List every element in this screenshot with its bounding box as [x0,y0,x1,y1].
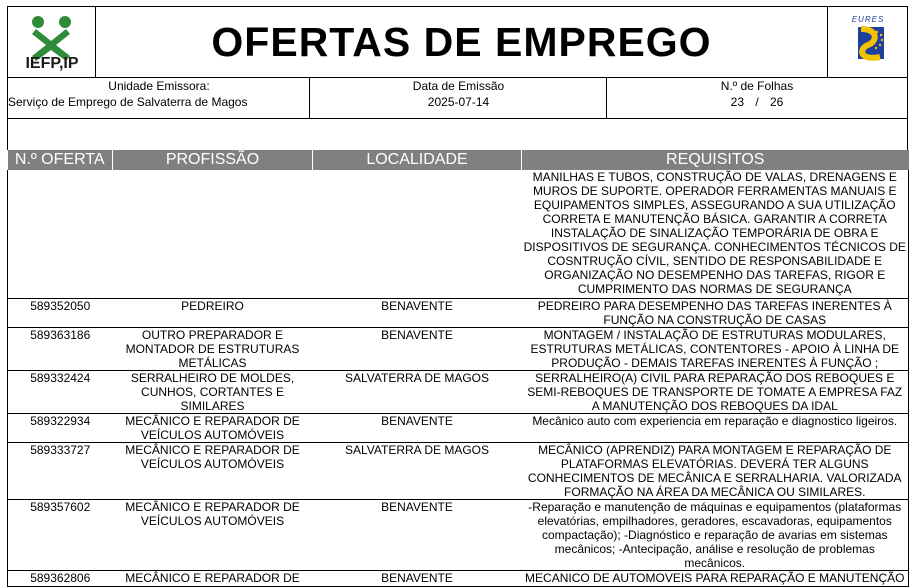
cell-localidade: BENAVENTE [313,327,522,370]
cell-oferta: 589362806 [8,570,113,586]
numero-folhas-label: N.º de Folhas [720,79,794,93]
header-spacer [7,119,908,150]
cell-profissao: PEDREIRO [113,298,313,327]
unidade-emissora-value: Serviço de Emprego de Salvaterra de Magos [8,95,248,109]
table-row [8,370,909,413]
table-row [8,499,909,570]
cell-requisitos: PEDREIRO PARA DESEMPENHO DAS TAREFAS INERENTES À FUNÇÃO NA CONSTRUÇÃO DE CASAS [522,298,909,327]
cell-localidade [313,170,522,298]
eures-logo [827,7,907,77]
data-emissao-cell [310,78,607,119]
table-row [8,298,909,327]
cell-localidade: SALVATERRA DE MAGOS [313,370,522,413]
cell-oferta: 589322934 [8,413,113,442]
cell-oferta: 589357602 [8,499,113,570]
folha-separator: / [755,95,759,109]
folha-atual: 23 [730,95,744,109]
eures-logo-text: EURES [851,15,885,24]
column-header-oferta: N.º OFERTA [8,150,113,170]
cell-requisitos: SERRALHEIRO(A) CIVIL PARA REPARAÇÃO DOS REBOQUES E SEMI-REBOQUES DE TRANSPORTE DE TOMATE A EMPRESA FAZ A MANUTENÇÃO DOS REBOQUES DA IDAL [522,370,909,413]
cell-localidade: SALVATERRA DE MAGOS [313,442,522,499]
metadata-row [8,77,907,119]
cell-profissao: MECÂNICO E REPARADOR DE [113,570,313,586]
table-header-row [8,150,909,170]
cell-requisitos: Mecânico auto com experiencia em reparação e diagnostico ligeiros. [522,413,909,442]
table-row [8,327,909,370]
job-offers-table [7,150,909,587]
cell-profissao: MECÂNICO E REPARADOR DE VEÍCULOS AUTOMÓVEIS [113,413,313,442]
numero-folhas-value [607,95,907,109]
cell-localidade: BENAVENTE [313,413,522,442]
table-row [8,570,909,586]
cell-requisitos: MONTAGEM / INSTALAÇÃO DE ESTRUTURAS MODULARES, ESTRUTURAS METÁLICAS, CONTENTORES - APOIO À LINHA DE PRODUÇÃO - DEMAIS TAREFAS INERENTES À FUNÇÃO ; [522,327,909,370]
column-header-profissao: PROFISSÃO [113,150,313,170]
cell-localidade: BENAVENTE [313,570,522,586]
cell-oferta: 589363186 [8,327,113,370]
cell-oferta: 589332424 [8,370,113,413]
data-emissao-value: 2025-07-14 [427,95,490,109]
cell-requisitos: MECÂNICO (APRENDIZ) PARA MONTAGEM E REPARAÇÃO DE PLATAFORMAS ELEVATÓRIAS. DEVERÁ TER ALGUNS CONHECIMENTOS DE MECÂNICA E SERRALHARIA. VALORIZADA FORMAÇÃO NA ÁREA DA MECÂNICA OU SIMILARES. [522,442,909,499]
table-row [8,413,909,442]
cell-profissao: SERRALHEIRO DE MOLDES, CUNHOS, CORTANTES E SIMILARES [113,370,313,413]
data-emissao-label: Data de Emissão [412,79,505,93]
unidade-emissora-cell [8,78,310,119]
table-row [8,170,909,298]
cell-requisitos: MECANICO DE AUTOMOVEIS PARA REPARAÇÃO E MANUTENÇÃO [522,570,909,586]
folha-total: 26 [770,95,784,109]
iefp-logo-text: IEFP,IP [25,55,79,72]
numero-folhas-cell [607,78,907,119]
page-title: OFERTAS DE EMPREGO [211,18,712,65]
cell-profissao: MECÂNICO E REPARADOR DE VEÍCULOS AUTOMÓVEIS [113,442,313,499]
cell-oferta: 589352050 [8,298,113,327]
table-row [8,442,909,499]
iefp-logo [8,7,96,77]
unidade-emissora-label: Unidade Emissora: [108,79,210,93]
cell-oferta [8,170,113,298]
cell-localidade: BENAVENTE [313,499,522,570]
column-header-requisitos: REQUISITOS [522,150,909,170]
cell-localidade: BENAVENTE [313,298,522,327]
cell-requisitos: MANILHAS E TUBOS, CONSTRUÇÃO DE VALAS, DRENAGENS E MUROS DE SUPORTE. OPERADOR FERRAMENTAS MANUAIS E EQUIPAMENTOS SIMPLES, ASSEGURANDO A SUA UTILIZAÇÃO CORRETA E MANUTENÇÃO BÁSICA. GARANTIR A CORRETA INSTALAÇÃO DE SINALIZAÇÃO TEMPORÁRIA DE OBRA E DISPOSITIVOS DE SEGURANÇA. CONHECIMENTOS TÉCNICOS DE COSNTRUÇÃO CÍVIL, SENTIDO DE RESPONSABILIDADE E ORGANIZAÇÃO NO DESEMPENHO DAS TAREFAS, RIGOR E CUMPRIMENTO DAS NORMAS DE SEGURANÇA [522,170,909,298]
cell-profissao: OUTRO PREPARADOR E MONTADOR DE ESTRUTURAS METÁLICAS [113,327,313,370]
cell-requisitos: -Reparação e manutenção de máquinas e equipamentos (plataformas elevatórias, empilhadores, geradores, escavadoras, equipamentos compactação); -Diagnóstico e reparação de avarias em sistemas mecânicos; -Antecipação, análise e resolução de problemas mecânicos. [522,499,909,570]
document-header [7,6,908,119]
cell-profissao: MECÂNICO E REPARADOR DE VEÍCULOS AUTOMÓVEIS [113,499,313,570]
cell-oferta: 589333727 [8,442,113,499]
cell-profissao [113,170,313,298]
column-header-localidade: LOCALIDADE [313,150,522,170]
